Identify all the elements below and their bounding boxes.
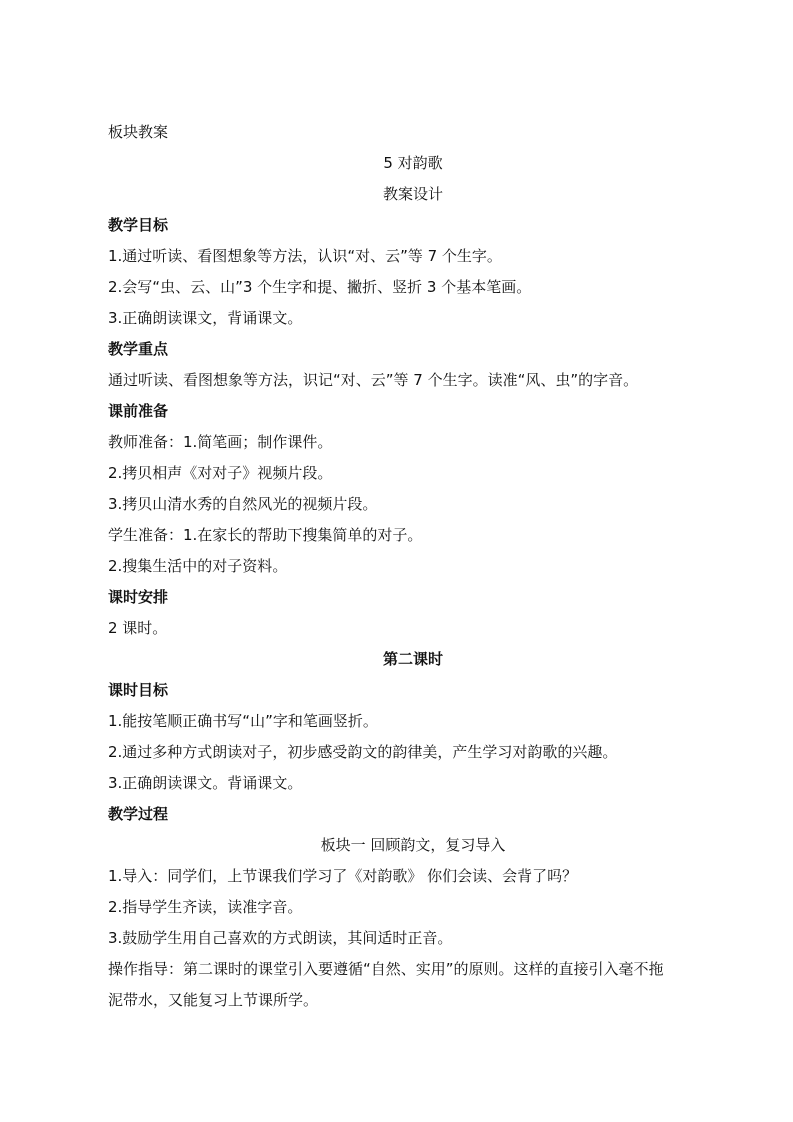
- schedule-text: 2 课时。: [108, 619, 168, 637]
- operation-guidance-line-1: 操作指导：第二课时的课堂引入要遵循“自然、实用”的原则。这样的直接引入毫不拖: [108, 960, 664, 978]
- heading-teaching-focus: 教学重点: [108, 340, 169, 358]
- operation-guidance-line-2: 泥带水，又能复习上节课所学。: [108, 991, 319, 1009]
- section-title-design: 教案设计: [382, 185, 443, 203]
- heading-teaching-goals: 教学目标: [108, 216, 169, 234]
- lesson-goal-2: 2.通过多种方式朗读对子，初步感受韵文的韵律美，产生学习对韵歌的兴趣。: [108, 743, 618, 761]
- lesson-goal-3: 3.正确朗读课文。背诵课文。: [108, 774, 303, 792]
- header-label: 板块教案: [108, 123, 169, 141]
- goal-item-3: 3.正确朗读课文，背诵课文。: [108, 309, 303, 327]
- document-body: [108, 117, 718, 1016]
- block-one-title: 板块一 回顾韵文，复习导入: [320, 836, 506, 854]
- section-title-second-lesson: 第二课时: [382, 650, 443, 668]
- heading-preparation: 课前准备: [108, 402, 169, 420]
- heading-teaching-process: 教学过程: [108, 805, 169, 823]
- lesson-goal-1: 1.能按笔顺正确书写“山”字和笔画竖折。: [108, 712, 378, 730]
- teacher-prep-1: 教师准备：1.简笔画；制作课件。: [108, 433, 333, 451]
- focus-text: 通过听读、看图想象等方法，识记“对、云”等 7 个生字。读准“风、虫”的字音。: [108, 371, 639, 389]
- teacher-prep-2: 2.拷贝相声《对对子》视频片段。: [108, 464, 333, 482]
- heading-schedule: 课时安排: [108, 588, 169, 606]
- goal-item-1: 1.通过听读、看图想象等方法，认识“对、云”等 7 个生字。: [108, 247, 502, 265]
- teacher-prep-3: 3.拷贝山清水秀的自然风光的视频片段。: [108, 495, 378, 513]
- process-step-2: 2.指导学生齐读，读准字音。: [108, 898, 303, 916]
- process-step-3: 3.鼓励学生用自己喜欢的方式朗读，其间适时正音。: [108, 929, 453, 947]
- process-step-1: 1.导入：同学们，上节课我们学习了《对韵歌》 你们会读、会背了吗？: [108, 867, 578, 885]
- student-prep-2: 2.搜集生活中的对子资料。: [108, 557, 288, 575]
- heading-lesson-goals: 课时目标: [108, 681, 169, 699]
- student-prep-1: 学生准备：1.在家长的帮助下搜集简单的对子。: [108, 526, 423, 544]
- lesson-title: 5 对韵歌: [383, 154, 443, 172]
- goal-item-2: 2.会写“虫、云、山”3 个生字和提、撇折、竖折 3 个基本笔画。: [108, 278, 532, 296]
